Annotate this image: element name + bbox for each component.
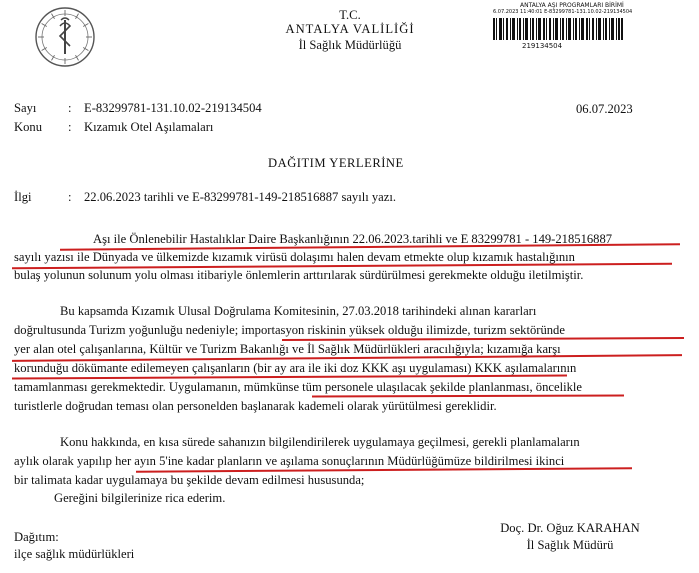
p1-line3: bulaş yolunun solunum yolu olması itibariyle önlemlerin arttırılarak sürdürülmesi gerekmekte olduğu iletilmiştir.	[14, 268, 584, 282]
signer-title: İl Sağlık Müdürü	[526, 538, 614, 552]
p2-line5: tamamlanması gerekmektedir. Uygulamanın, mümkünse tüm personele ulaşılacak şekilde planlanması, öncelikle	[14, 380, 582, 394]
p3-line1: Konu hakkında, en kısa sürede sahanızın bilgilendirilerek uygulamaya geçilmesi, gerekli planlamaların	[60, 435, 580, 449]
stamp-number: 219134504	[522, 42, 563, 50]
document-date: 06.07.2023	[576, 102, 633, 116]
ilgi-label: İlgi	[14, 190, 32, 204]
ilgi-colon: :	[68, 190, 72, 204]
p2-line3: yer alan otel çalışanlarına, Kültür ve Turizm Bakanlığı ve İl Sağlık Müdürlükleri aracılığıyla; kızamığa karşı	[14, 342, 561, 356]
signer-name: Doç. Dr. Oğuz KARAHAN	[500, 521, 640, 535]
header-directorate: İl Sağlık Müdürlüğü	[298, 38, 402, 52]
stamp-line1: ANTALYA AŞI PROGRAMLARI BİRİMİ	[520, 2, 624, 9]
distribution-item: ilçe sağlık müdürlükleri	[14, 547, 135, 561]
stamp-line2: 6.07.2023 11:40:01 E-83299781-131.10.02-219134504	[493, 9, 633, 15]
p1-line2: sayılı yazısı ile Dünyada ve ülkemizde kızamık virüsü dolaşımı halen devam etmekte olup kızamık hastalığının	[14, 250, 575, 264]
sayi-colon: :	[68, 101, 72, 115]
header-country: T.C.	[339, 8, 361, 22]
p2-line4: korunduğu dökümante edilemeyen çalışanların (bir ay ara ile iki doz KKK aşı uygulaması) KKK aşılamalarının	[14, 361, 577, 375]
p2-line1: Bu kapsamda Kızamık Ulusal Doğrulama Komitesinin, 27.03.2018 tarihindeki alınan kararları	[60, 304, 537, 318]
barcode-image	[493, 18, 623, 40]
konu-value: Kızamık Otel Aşılamaları	[84, 120, 214, 134]
p3-line2: aylık olarak yapılıp her ayın 5'ine kadar planların ve aşılama sonuçlarının Müdürlüğümüze bildirilmesi ikinci	[14, 454, 565, 468]
ministry-of-health-logo	[34, 6, 96, 68]
p3-line3: bir talimata kadar uygulamaya bu şekilde devam edilmesi hususunda;	[14, 473, 365, 487]
p3-line4: Gereğini bilgilerinize rica ederim.	[54, 491, 226, 505]
ilgi-value: 22.06.2023 tarihli ve E-83299781-149-218516887 sayılı yazı.	[84, 190, 396, 204]
header-governorship: ANTALYA VALİLİĞİ	[285, 22, 415, 36]
distribution-label: Dağıtım:	[14, 530, 59, 544]
p2-line6: turistlerle doğrudan teması olan personelden başlanarak kademeli olarak yürütülmesi gereklidir.	[14, 399, 497, 413]
konu-colon: :	[68, 120, 72, 134]
konu-label: Konu	[14, 120, 42, 134]
p1-line1: Aşı ile Önlenebilir Hastalıklar Daire Başkanlığının 22.06.2023.tarihli ve E 83299781 - 149-218516887	[93, 232, 613, 246]
p2-line2: doğrultusunda Turizm yoğunluğu nedeniyle; importasyon riskinin yüksek olduğu ilimizde, turizm sektöründe	[14, 323, 565, 337]
sayi-value: E-83299781-131.10.02-219134504	[84, 101, 262, 115]
sayi-label: Sayı	[14, 101, 37, 115]
distribution-title: DAĞITIM YERLERİNE	[268, 156, 404, 170]
